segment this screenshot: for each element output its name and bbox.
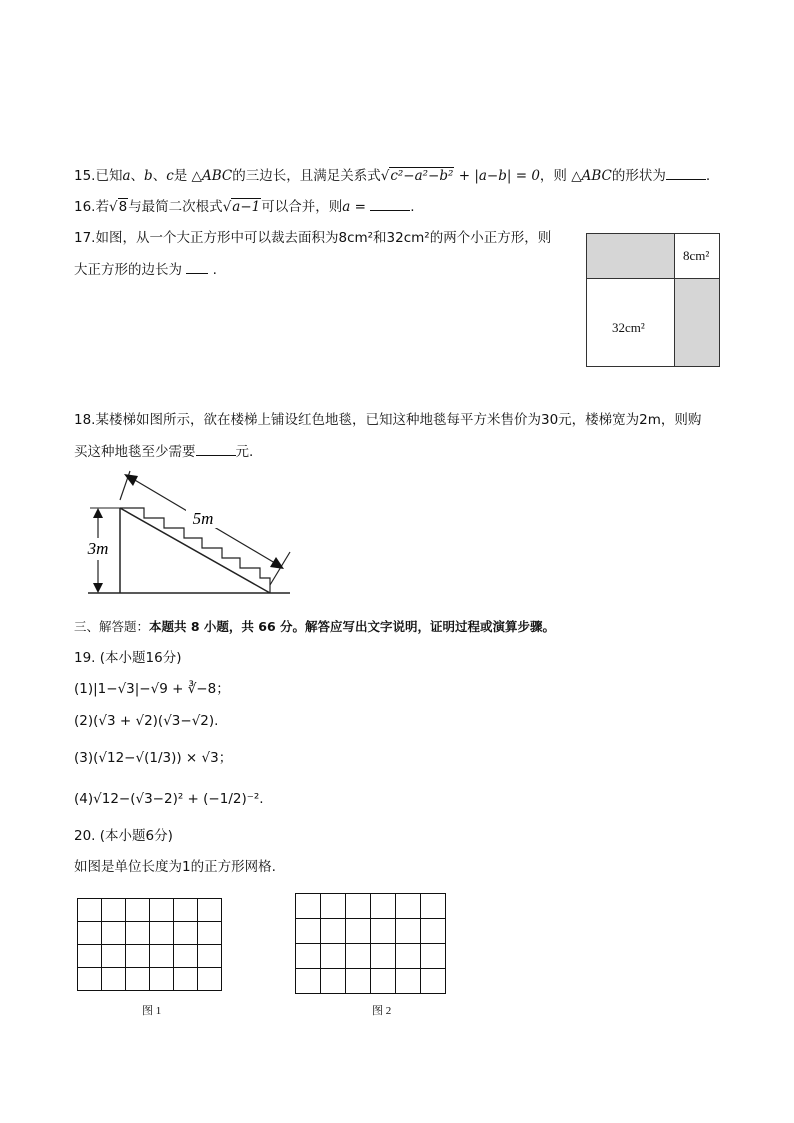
answer-blank[interactable] (186, 259, 208, 274)
grid-figure-2 (295, 893, 446, 994)
arrow-down-icon (93, 583, 103, 593)
caption-figure-1: 图 1 (142, 1005, 162, 1017)
question-18-line2: 买这种地毯至少需要 元. (74, 441, 253, 462)
question-16: 16.若√8与最简二次根式√a−1可以合并，则a = . (74, 196, 415, 217)
arrow-up-icon (93, 508, 103, 518)
question-17-line1: 17.如图，从一个大正方形中可以裁去面积为8cm²和32cm²的两个小正方形，则 (74, 230, 552, 246)
question-20-head: 20. (本小题6分) (74, 828, 173, 844)
question-19-head: 19. (本小题16分) (74, 650, 182, 666)
caption-figure-2: 图 2 (372, 1005, 392, 1017)
question-17-line2: 大正方形的边长为 . (74, 259, 217, 280)
question-19-part2: (2)(√3 + √2)(√3−√2). (74, 713, 219, 729)
label-32cm2: 32cm² (612, 320, 645, 335)
sqrt-symbol: √ (380, 168, 390, 184)
height-label: 3m (87, 539, 109, 558)
answer-blank[interactable] (196, 441, 236, 456)
arrow-downright-icon (270, 557, 284, 569)
question-18-line1: 18.某楼梯如图所示，欲在楼梯上铺设红色地毯，已知这种地毯每平方米售价为30元，楼梯宽为2m，则购 (74, 412, 702, 428)
question-15: 15.已知a、b、c是 △ABC的三边长，且满足关系式√c²−a²−b² + |a−b| = 0，则 △ABC的形状为 . (74, 165, 710, 186)
ext-line-bottom (270, 552, 290, 585)
answer-blank[interactable] (666, 165, 706, 180)
shaded-strip-top (586, 233, 675, 279)
length-label: 5m (192, 509, 214, 528)
answer-blank[interactable] (370, 196, 410, 211)
section-3-header: 三、解答题：本题共 8 小题，共 66 分。解答应写出文字说明，证明过程或演算步骤。 (74, 619, 556, 634)
label-8cm2: 8cm² (683, 248, 710, 263)
question-19-part1: (1)|1−√3|−√9 + ∛−8； (74, 681, 230, 697)
staircase-figure (84, 466, 294, 598)
grid-figure-1 (77, 898, 222, 991)
arrow-upleft-icon (124, 474, 138, 486)
question-20-desc: 如图是单位长度为1的正方形网格. (74, 859, 276, 875)
shaded-strip-right (674, 278, 720, 367)
question-19-part4: (4)√12−(√3−2)² + (−1/2)⁻². (74, 791, 264, 807)
question-19-part3: (3)(√12−√(1/3)) × √3； (74, 750, 233, 766)
radicand: c²−a²−b² (390, 168, 454, 184)
